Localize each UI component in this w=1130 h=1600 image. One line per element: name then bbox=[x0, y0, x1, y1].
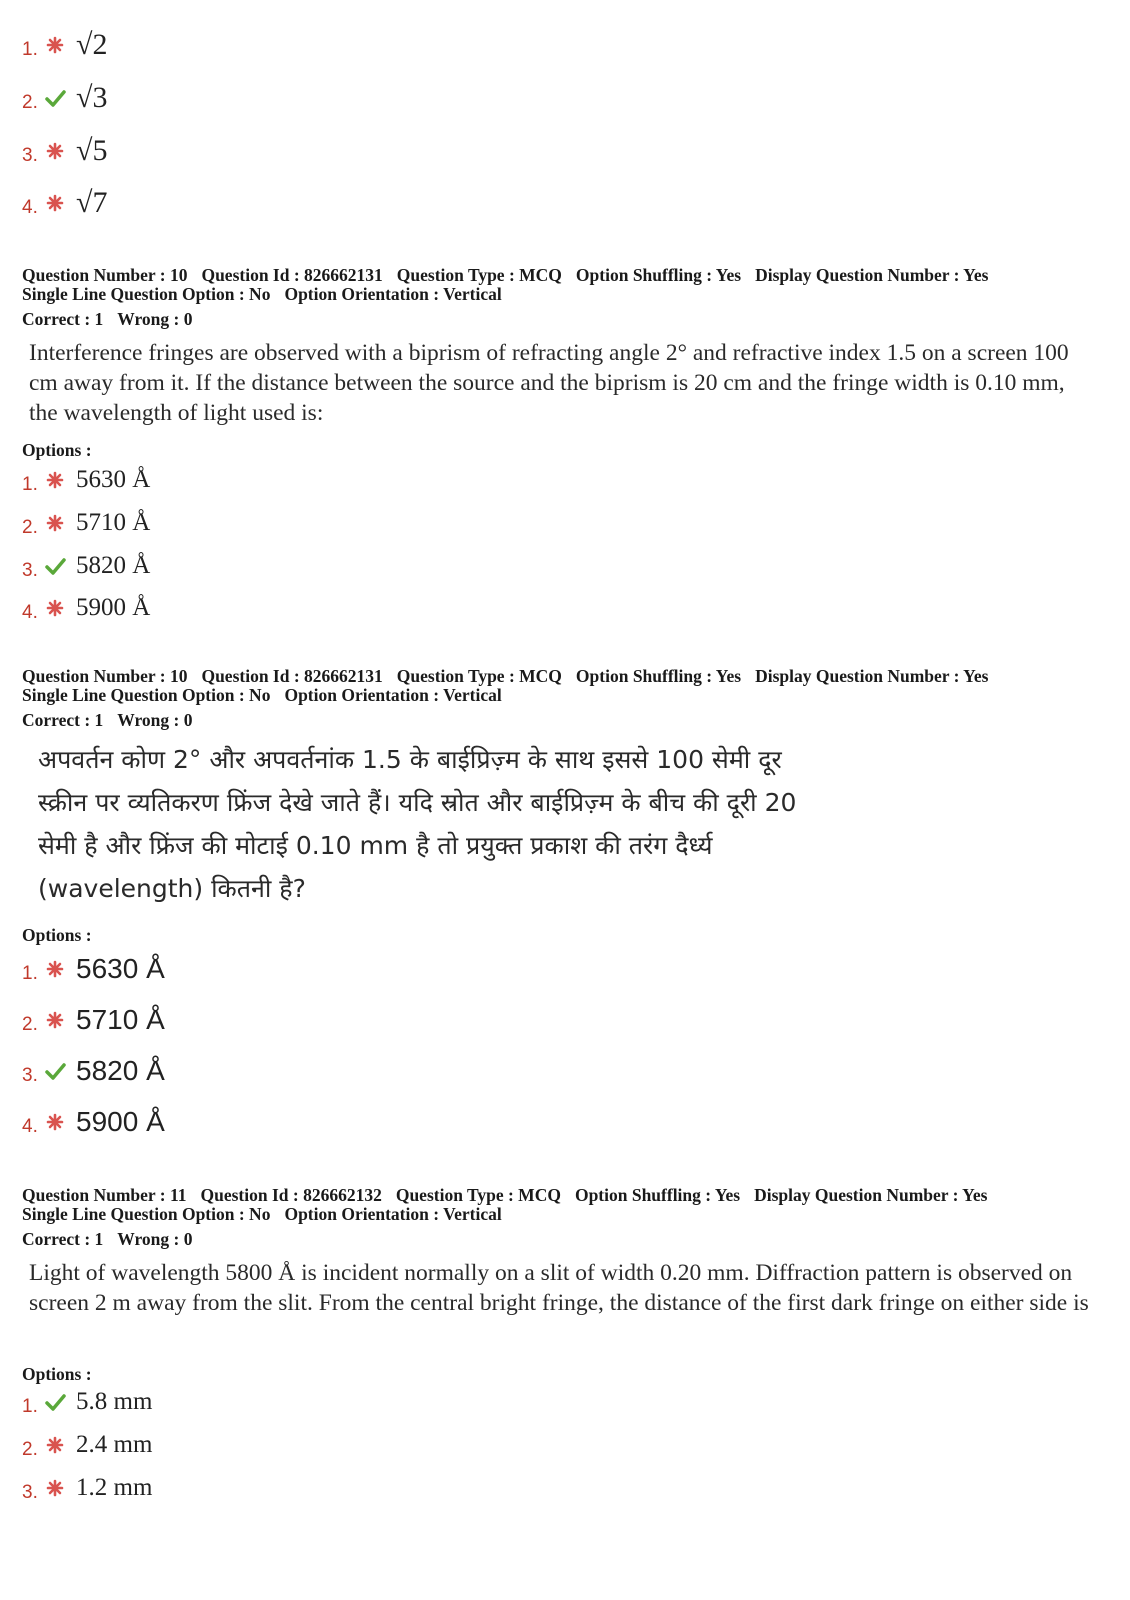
option-row bbox=[22, 1472, 152, 1504]
wrong-marks: Wrong : 0 bbox=[117, 309, 193, 329]
option-number: 2. bbox=[22, 1014, 38, 1035]
option-number: 4. bbox=[22, 602, 38, 623]
option-orientation: Option Orientation : Vertical bbox=[284, 284, 502, 304]
option-number: 1. bbox=[22, 963, 38, 984]
option-row bbox=[22, 550, 150, 582]
option-row bbox=[22, 464, 150, 496]
display-question-number: Display Question Number : Yes bbox=[754, 1185, 988, 1205]
option-shuffling: Option Shuffling : Yes bbox=[575, 265, 742, 285]
meta-line-2 bbox=[22, 285, 1002, 304]
question-id: Question Id : 826662132 bbox=[200, 1185, 382, 1205]
option-number: 1. bbox=[22, 474, 38, 495]
option-number: 1. bbox=[22, 1396, 38, 1417]
options-label: Options : bbox=[22, 440, 92, 460]
option-text: 1.2 mm bbox=[76, 1474, 153, 1501]
question-meta bbox=[22, 667, 1002, 730]
cross-icon bbox=[44, 1477, 66, 1499]
question-type: Question Type : MCQ bbox=[396, 666, 562, 686]
meta-line-2 bbox=[22, 1205, 1001, 1224]
option-number: 1. bbox=[22, 39, 38, 60]
cross-icon bbox=[44, 958, 66, 980]
option-text: 5710 Å bbox=[76, 509, 151, 536]
option-text: 2.4 mm bbox=[76, 1431, 153, 1458]
option-number: 3. bbox=[22, 1482, 38, 1503]
wrong-marks: Wrong : 0 bbox=[117, 710, 193, 730]
single-line-option: Single Line Question Option : No bbox=[22, 685, 271, 705]
question-id: Question Id : 826662131 bbox=[201, 666, 383, 686]
option-row bbox=[22, 592, 150, 624]
question-type: Question Type : MCQ bbox=[395, 1185, 561, 1205]
option-orientation: Option Orientation : Vertical bbox=[284, 685, 502, 705]
question-text: Light of wavelength 5800 Å is incident normally on a slit of width 0.20 mm. Diffraction pattern is observed on screen 2 m away from the slit. From the central bright fringe, the distance of the first dark fringe on either side is bbox=[29, 1260, 1089, 1316]
option-text: 5900 Å bbox=[76, 1106, 165, 1137]
cross-icon bbox=[44, 192, 66, 214]
option-number: 4. bbox=[22, 197, 38, 218]
option-text: 5630 Å bbox=[76, 466, 151, 493]
meta-line-1 bbox=[22, 1186, 1001, 1205]
cross-icon bbox=[44, 34, 66, 56]
option-text: 5820 Å bbox=[76, 552, 151, 579]
option-text: 5710 Å bbox=[76, 1004, 165, 1035]
question-meta bbox=[22, 1186, 1001, 1249]
option-row bbox=[22, 1386, 152, 1418]
options-label: Options : bbox=[22, 925, 92, 945]
question-meta bbox=[22, 266, 1002, 329]
option-row bbox=[22, 1429, 152, 1461]
question-id: Question Id : 826662131 bbox=[201, 265, 383, 285]
question-type: Question Type : MCQ bbox=[396, 265, 562, 285]
option-row bbox=[22, 953, 165, 985]
option-text: 5630 Å bbox=[76, 953, 165, 984]
option-shuffling: Option Shuffling : Yes bbox=[574, 1185, 741, 1205]
option-text: 5900 Å bbox=[76, 594, 151, 621]
single-line-option: Single Line Question Option : No bbox=[22, 1204, 271, 1224]
cross-icon bbox=[44, 140, 66, 162]
cross-icon bbox=[44, 469, 66, 491]
checkmark-icon bbox=[44, 1060, 66, 1082]
question-number: Question Number : 10 bbox=[22, 265, 188, 285]
option-text: √2 bbox=[76, 28, 108, 61]
option-orientation: Option Orientation : Vertical bbox=[284, 1204, 502, 1224]
meta-line-3 bbox=[22, 310, 1002, 329]
option-row bbox=[22, 1106, 165, 1138]
question-number: Question Number : 10 bbox=[22, 666, 188, 686]
single-line-option: Single Line Question Option : No bbox=[22, 284, 271, 304]
checkmark-icon bbox=[44, 555, 66, 577]
cross-icon bbox=[44, 1434, 66, 1456]
option-text: 5820 Å bbox=[76, 1055, 165, 1086]
option-number: 3. bbox=[22, 1065, 38, 1086]
option-number: 3. bbox=[22, 145, 38, 166]
option-row bbox=[22, 1004, 165, 1036]
option-number: 2. bbox=[22, 1439, 38, 1460]
checkmark-icon bbox=[44, 1391, 66, 1413]
option-number: 2. bbox=[22, 517, 38, 538]
wrong-marks: Wrong : 0 bbox=[117, 1229, 193, 1249]
correct-marks: Correct : 1 bbox=[22, 710, 104, 730]
option-text: √7 bbox=[76, 186, 108, 219]
option-text: √3 bbox=[76, 81, 108, 114]
correct-marks: Correct : 1 bbox=[22, 1229, 104, 1249]
meta-line-3 bbox=[22, 711, 1002, 730]
question-text: Interference fringes are observed with a biprism of refracting angle 2° and refractive index 1.5 on a screen 100 cm away from it. If the distance between the source and the biprism is 20 cm and the fringe width is 0.10 mm, the wavelength of light used is: bbox=[29, 340, 1069, 426]
option-row bbox=[22, 507, 150, 539]
cross-icon bbox=[44, 512, 66, 534]
option-shuffling: Option Shuffling : Yes bbox=[575, 666, 742, 686]
option-row bbox=[22, 134, 107, 168]
option-text: 5.8 mm bbox=[76, 1388, 153, 1415]
meta-line-3 bbox=[22, 1230, 1001, 1249]
display-question-number: Display Question Number : Yes bbox=[755, 265, 989, 285]
meta-line-1 bbox=[22, 266, 1002, 285]
options-label: Options : bbox=[22, 1364, 92, 1384]
cross-icon bbox=[44, 1009, 66, 1031]
checkmark-icon bbox=[44, 87, 66, 109]
cross-icon bbox=[44, 1111, 66, 1133]
display-question-number: Display Question Number : Yes bbox=[755, 666, 989, 686]
option-text: √5 bbox=[76, 134, 108, 167]
option-row bbox=[22, 186, 107, 220]
meta-line-2 bbox=[22, 686, 1002, 705]
meta-line-1 bbox=[22, 667, 1002, 686]
option-row bbox=[22, 81, 107, 115]
cross-icon bbox=[44, 597, 66, 619]
option-number: 2. bbox=[22, 92, 38, 113]
correct-marks: Correct : 1 bbox=[22, 309, 104, 329]
option-row bbox=[22, 1055, 165, 1087]
question-number: Question Number : 11 bbox=[22, 1185, 187, 1205]
option-number: 4. bbox=[22, 1116, 38, 1137]
option-row bbox=[22, 28, 107, 62]
option-number: 3. bbox=[22, 560, 38, 581]
question-text-hindi: अपवर्तन कोण 2° और अपवर्तनांक 1.5 के बाईप्रिज़्म के साथ इससे 100 सेमी दूर स्क्रीन पर व्यतिकरण फ्रिंज देखे जाते हैं। यदि स्रोत और बाईप्रिज़्म के बीच की दूरी 20 सेमी है और फ्रिंज की मोटाई 0.10 mm है तो प्रयुक्त प्रकाश की तरंग दैर्ध्य (wavelength) कितनी है? bbox=[38, 745, 797, 903]
